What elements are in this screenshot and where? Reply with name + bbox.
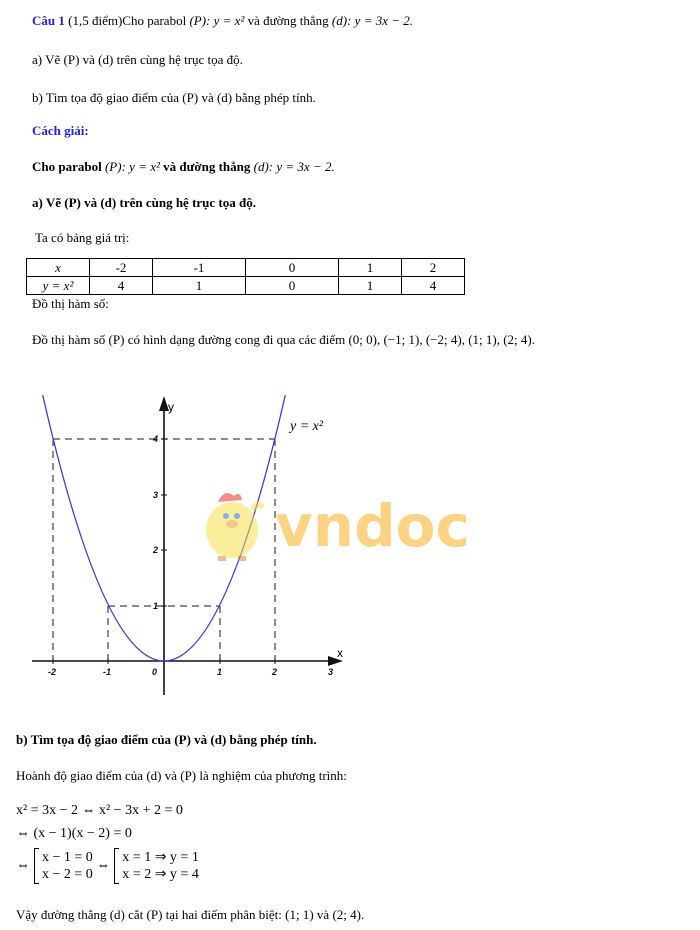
svg-text:3: 3: [328, 667, 334, 677]
restate-line: (d):: [253, 159, 274, 174]
vndoc-watermark: [190, 480, 510, 574]
row-y-label: y = x²: [27, 277, 90, 295]
svg-text:-2: -2: [48, 667, 57, 677]
table-cell: 4: [90, 277, 153, 295]
svg-text:1: 1: [217, 667, 223, 677]
svg-text:4: 4: [153, 434, 159, 444]
bracket-icon: [34, 848, 39, 884]
table-intro: Ta có bảng giá trị:: [35, 230, 130, 245]
table-cell: 1: [339, 277, 402, 295]
svg-text:2: 2: [272, 667, 278, 677]
intro-text: Cho parabol: [122, 13, 187, 28]
part-a-heading: a) Vẽ (P) và (d) trên cùng hệ trục tọa độ.: [32, 195, 256, 210]
conclusion: Vậy đường thẳng (d) cắt (P) tại hai điểm phân biệt: (1; 1) và (2; 4).: [16, 907, 365, 922]
svg-text:2: 2: [153, 545, 159, 555]
table-row-y: [27, 277, 465, 295]
value-table: [26, 258, 465, 295]
equation-line-1: x² = 3x − 2 ⇔ x² − 3x + 2 = 0: [16, 803, 183, 818]
line-equation: y = 3x − 2.: [354, 13, 414, 28]
vndoc-text: vndoc: [275, 492, 470, 560]
y-axis-label: y: [168, 400, 174, 414]
solution-heading: Cách giải:: [32, 123, 89, 138]
part-b-question: b) Tìm tọa độ giao điểm của (P) và (d) bằng phép tính.: [32, 90, 316, 105]
equiv-arrow-2: ⇔: [96, 858, 111, 873]
x-axis-label: x: [337, 646, 343, 660]
table-cell: 0: [246, 277, 339, 295]
problem-statement: [32, 12, 413, 30]
line-name: (d):: [331, 13, 352, 28]
parabol-equation: y = x²: [213, 13, 245, 28]
table-row-x: [27, 259, 465, 277]
solution-restatement: [32, 158, 335, 176]
connector-text: và đường thẳng: [247, 13, 329, 28]
equation-line-2: ⇔ (x − 1)(x − 2) = 0: [16, 826, 132, 841]
table-cell: 2: [402, 259, 465, 277]
row-x-label: x: [27, 259, 90, 277]
bracket-icon: [114, 848, 119, 884]
table-cell: 1: [153, 277, 246, 295]
question-label: Câu 1: [32, 13, 65, 28]
mascot-icon: [206, 493, 262, 561]
equation-system: [16, 848, 199, 884]
equiv-arrow: ⇔: [16, 858, 30, 873]
parabol-name: (P):: [189, 13, 211, 28]
restate-connector: và đường thẳng: [163, 159, 251, 174]
svg-text:1: 1: [153, 601, 159, 611]
table-cell: 1: [339, 259, 402, 277]
part-b-intro: Hoành độ giao điểm của (d) và (P) là nghiệm của phương trình:: [16, 768, 347, 783]
case-2b: x = 2 ⇒ y = 4: [122, 867, 199, 882]
case-1a: x − 1 = 0: [42, 850, 93, 865]
graph-description: Đồ thị hàm số (P) có hình dạng đường cong đi qua các điểm (0; 0), (−1; 1), (−2; 4), (1; 1), (2; 4).: [32, 332, 535, 347]
restate-line-eq: y = 3x − 2.: [276, 159, 335, 174]
svg-text:-1: -1: [103, 667, 112, 677]
svg-text:3: 3: [153, 490, 159, 500]
case-1b: x − 2 = 0: [42, 867, 93, 882]
curve-label: y = x²: [290, 419, 324, 434]
table-cell: -1: [153, 259, 246, 277]
case-stack-1: [42, 849, 93, 883]
part-b-heading: b) Tìm tọa độ giao điểm của (P) và (d) bằng phép tính.: [16, 732, 317, 747]
restate-parabol-eq: y = x²: [129, 159, 160, 174]
svg-text:0: 0: [152, 667, 158, 677]
table-cell: -2: [90, 259, 153, 277]
part-a-question: a) Vẽ (P) và (d) trên cùng hệ trục tọa độ.: [32, 52, 243, 67]
table-cell: 4: [402, 277, 465, 295]
table-cell: 0: [246, 259, 339, 277]
question-points: (1,5 điểm): [68, 13, 123, 28]
restate-parabol: (P):: [104, 159, 126, 174]
restate-intro: Cho parabol: [32, 159, 102, 174]
case-2a: x = 1 ⇒ y = 1: [122, 850, 199, 865]
case-stack-2: [122, 849, 199, 883]
graph-label: Đồ thị hàm số:: [32, 296, 109, 311]
